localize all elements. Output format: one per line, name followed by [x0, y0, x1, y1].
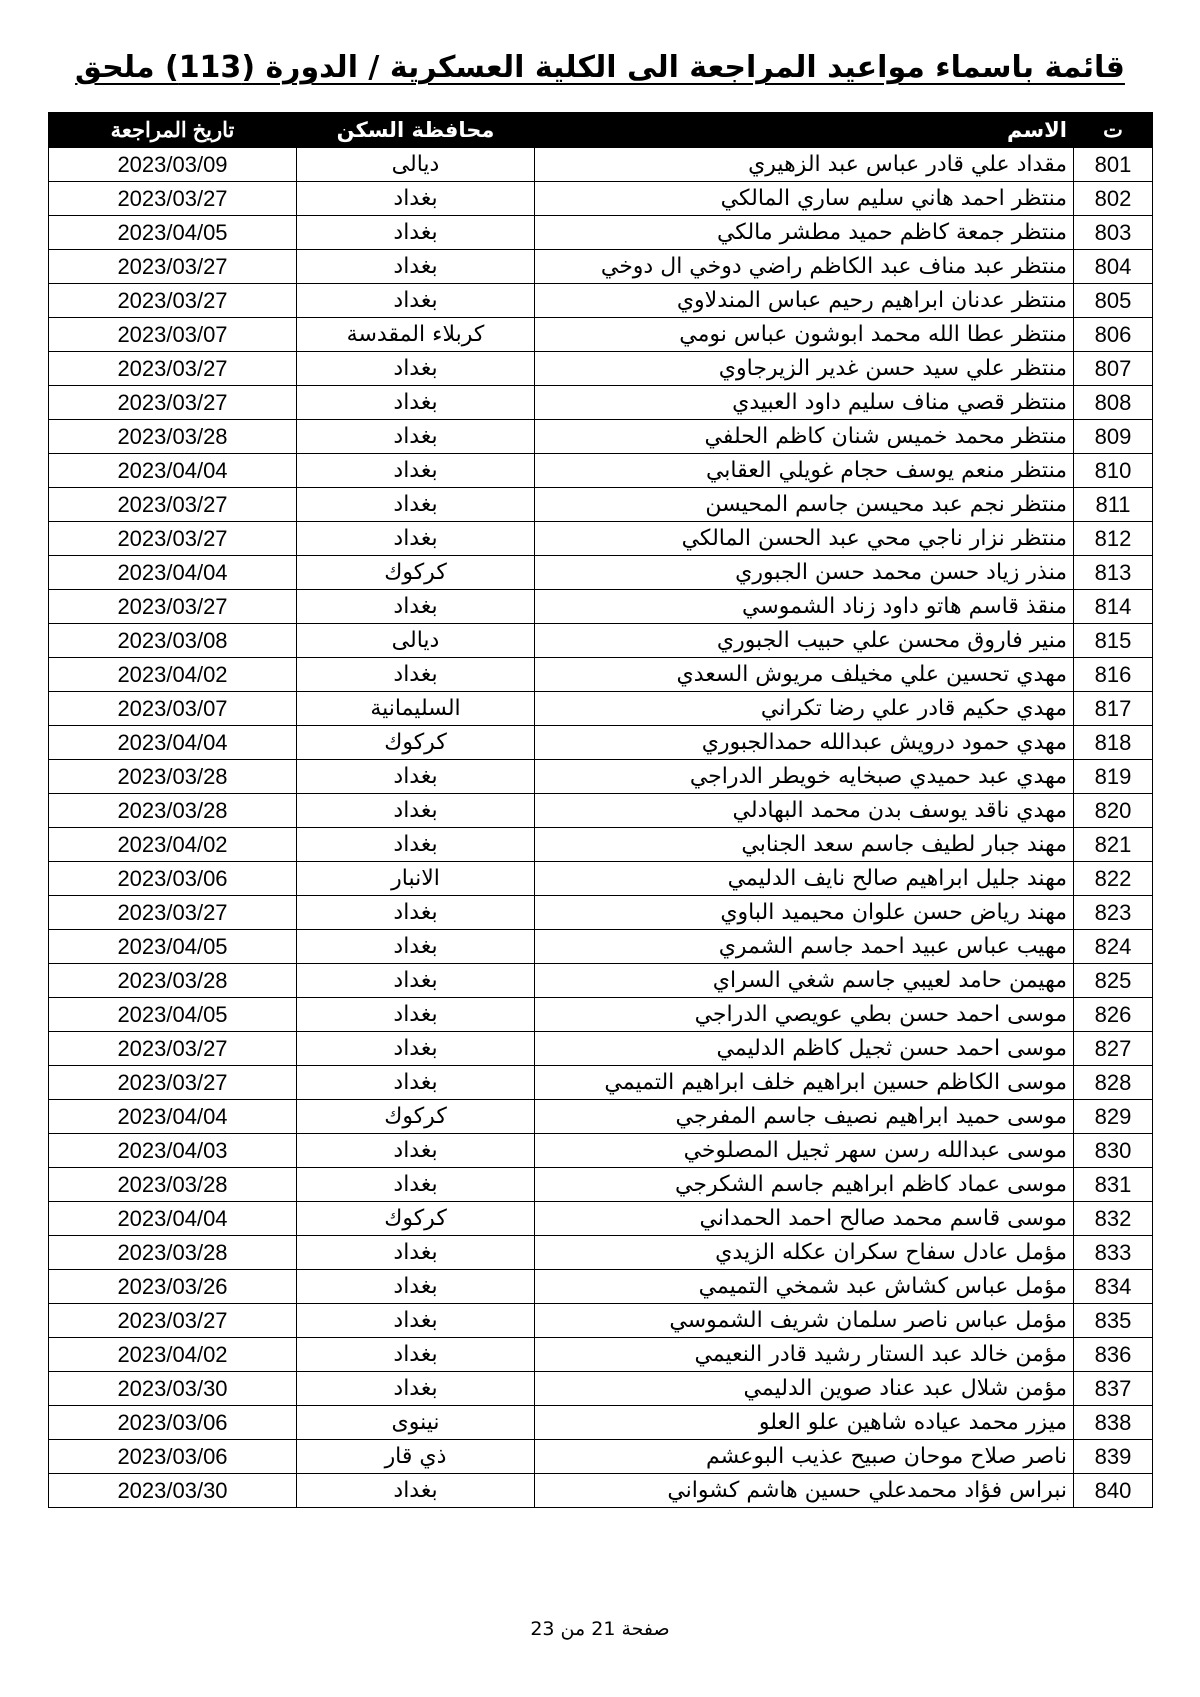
- row-province: كركوك: [297, 556, 535, 590]
- table-row: [49, 488, 1153, 522]
- row-province: بغداد: [297, 420, 535, 454]
- table-row: [49, 284, 1153, 318]
- table-body: [49, 148, 1153, 1508]
- page-title: [0, 50, 1200, 85]
- row-number: 812: [1074, 522, 1153, 556]
- row-province: ديالى: [297, 148, 535, 182]
- row-date: 2023/03/27: [49, 1304, 297, 1338]
- table-row: [49, 658, 1153, 692]
- row-name: مهدي عبد حميدي صبخايه خويطر الدراجي: [535, 760, 1074, 794]
- row-name: مهدي ناقد يوسف بدن محمد البهادلي: [535, 794, 1074, 828]
- row-date: 2023/03/28: [49, 1168, 297, 1202]
- row-number: 829: [1074, 1100, 1153, 1134]
- row-date: 2023/04/05: [49, 930, 297, 964]
- row-number: 802: [1074, 182, 1153, 216]
- row-date: 2023/03/27: [49, 522, 297, 556]
- row-province: ديالى: [297, 624, 535, 658]
- row-number: 815: [1074, 624, 1153, 658]
- header-province: محافظة السكن: [297, 113, 535, 148]
- row-date: 2023/03/27: [49, 182, 297, 216]
- header-date: تاريخ المراجعة: [49, 113, 297, 148]
- row-province: بغداد: [297, 1066, 535, 1100]
- table-row: [49, 862, 1153, 896]
- row-number: 820: [1074, 794, 1153, 828]
- row-province: بغداد: [297, 182, 535, 216]
- row-province: بغداد: [297, 930, 535, 964]
- row-name: منتظر محمد خميس شنان كاظم الحلفي: [535, 420, 1074, 454]
- row-date: 2023/03/27: [49, 386, 297, 420]
- row-date: 2023/03/28: [49, 420, 297, 454]
- row-name: منتظر علي سيد حسن غدير الزيرجاوي: [535, 352, 1074, 386]
- table-row: [49, 216, 1153, 250]
- table-row: [49, 1168, 1153, 1202]
- row-name: موسى احمد حسن ثجيل كاظم الدليمي: [535, 1032, 1074, 1066]
- row-number: 835: [1074, 1304, 1153, 1338]
- page-title-text: قائمة باسماء مواعيد المراجعة الى الكلية العسكرية / الدورة (113) ملحق: [75, 50, 1125, 85]
- header-no: ت: [1074, 113, 1153, 148]
- row-name: مهند رياض حسن علوان محيميد الباوي: [535, 896, 1074, 930]
- row-province: كركوك: [297, 726, 535, 760]
- row-number: 821: [1074, 828, 1153, 862]
- row-name: مؤمل عادل سفاح سكران عكله الزيدي: [535, 1236, 1074, 1270]
- row-number: 809: [1074, 420, 1153, 454]
- row-province: بغداد: [297, 590, 535, 624]
- row-name: ميزر محمد عياده شاهين علو العلو: [535, 1406, 1074, 1440]
- row-number: 804: [1074, 250, 1153, 284]
- row-province: كربلاء المقدسة: [297, 318, 535, 352]
- table-row: [49, 896, 1153, 930]
- row-name: ناصر صلاح موحان صبيح عذيب البوعشم: [535, 1440, 1074, 1474]
- table-row: [49, 318, 1153, 352]
- row-province: بغداد: [297, 352, 535, 386]
- row-province: السليمانية: [297, 692, 535, 726]
- row-name: منتظر قصي مناف سليم داود العبيدي: [535, 386, 1074, 420]
- row-province: بغداد: [297, 896, 535, 930]
- row-province: بغداد: [297, 658, 535, 692]
- row-name: منتظر نزار ناجي محي عبد الحسن المالكي: [535, 522, 1074, 556]
- row-province: بغداد: [297, 964, 535, 998]
- table-row: [49, 454, 1153, 488]
- row-number: 825: [1074, 964, 1153, 998]
- row-name: موسى عبدالله رسن سهر ثجيل المصلوخي: [535, 1134, 1074, 1168]
- row-date: 2023/03/28: [49, 794, 297, 828]
- table-row: [49, 624, 1153, 658]
- row-number: 819: [1074, 760, 1153, 794]
- row-number: 838: [1074, 1406, 1153, 1440]
- row-province: كركوك: [297, 1100, 535, 1134]
- table-row: [49, 1134, 1153, 1168]
- row-number: 833: [1074, 1236, 1153, 1270]
- row-number: 832: [1074, 1202, 1153, 1236]
- row-number: 813: [1074, 556, 1153, 590]
- table-row: [49, 1372, 1153, 1406]
- row-number: 803: [1074, 216, 1153, 250]
- table-row: [49, 760, 1153, 794]
- row-name: موسى عماد كاظم ابراهيم جاسم الشكرجي: [535, 1168, 1074, 1202]
- row-date: 2023/04/04: [49, 556, 297, 590]
- row-name: مهند جبار لطيف جاسم سعد الجنابي: [535, 828, 1074, 862]
- row-province: بغداد: [297, 1236, 535, 1270]
- table-row: [49, 352, 1153, 386]
- table-row: [49, 522, 1153, 556]
- row-number: 822: [1074, 862, 1153, 896]
- row-date: 2023/04/04: [49, 454, 297, 488]
- table-row: [49, 1270, 1153, 1304]
- row-name: مهيمن حامد لعيبي جاسم شغي السراي: [535, 964, 1074, 998]
- row-name: مهدي تحسين علي مخيلف مريوش السعدي: [535, 658, 1074, 692]
- row-name: مؤمن شلال عبد عناد صوين الدليمي: [535, 1372, 1074, 1406]
- row-name: مؤمل عباس ناصر سلمان شريف الشموسي: [535, 1304, 1074, 1338]
- row-province: بغداد: [297, 1032, 535, 1066]
- row-date: 2023/04/04: [49, 1100, 297, 1134]
- table-row: [49, 692, 1153, 726]
- table-row: [49, 182, 1153, 216]
- table-row: [49, 590, 1153, 624]
- row-number: 824: [1074, 930, 1153, 964]
- row-date: 2023/03/07: [49, 318, 297, 352]
- row-province: بغداد: [297, 216, 535, 250]
- row-province: بغداد: [297, 760, 535, 794]
- row-name: مقداد علي قادر عباس عبد الزهيري: [535, 148, 1074, 182]
- table-row: [49, 386, 1153, 420]
- row-number: 818: [1074, 726, 1153, 760]
- row-date: 2023/03/30: [49, 1372, 297, 1406]
- appointments-table: [48, 112, 1153, 1508]
- row-number: 817: [1074, 692, 1153, 726]
- row-name: نبراس فؤاد محمدعلي حسين هاشم كشواني: [535, 1474, 1074, 1508]
- row-number: 826: [1074, 998, 1153, 1032]
- table-row: [49, 1304, 1153, 1338]
- row-date: 2023/03/06: [49, 1440, 297, 1474]
- row-province: بغداد: [297, 794, 535, 828]
- table-row: [49, 1202, 1153, 1236]
- row-number: 830: [1074, 1134, 1153, 1168]
- row-province: بغداد: [297, 1168, 535, 1202]
- row-date: 2023/03/08: [49, 624, 297, 658]
- row-name: مهند جليل ابراهيم صالح نايف الدليمي: [535, 862, 1074, 896]
- row-number: 840: [1074, 1474, 1153, 1508]
- row-number: 814: [1074, 590, 1153, 624]
- row-date: 2023/03/28: [49, 760, 297, 794]
- table-row: [49, 726, 1153, 760]
- row-name: منتظر احمد هاني سليم ساري المالكي: [535, 182, 1074, 216]
- row-date: 2023/04/02: [49, 828, 297, 862]
- row-province: بغداد: [297, 488, 535, 522]
- row-date: 2023/04/03: [49, 1134, 297, 1168]
- row-province: بغداد: [297, 386, 535, 420]
- row-province: بغداد: [297, 522, 535, 556]
- row-name: منتظر عدنان ابراهيم رحيم عباس المندلاوي: [535, 284, 1074, 318]
- row-name: مهدي حمود درويش عبدالله حمدالجبوري: [535, 726, 1074, 760]
- row-date: 2023/03/09: [49, 148, 297, 182]
- row-number: 828: [1074, 1066, 1153, 1100]
- row-province: بغداد: [297, 1338, 535, 1372]
- row-province: بغداد: [297, 454, 535, 488]
- table-row: [49, 1100, 1153, 1134]
- row-name: موسى الكاظم حسين ابراهيم خلف ابراهيم التميمي: [535, 1066, 1074, 1100]
- row-date: 2023/04/04: [49, 726, 297, 760]
- row-number: 816: [1074, 658, 1153, 692]
- row-number: 834: [1074, 1270, 1153, 1304]
- row-date: 2023/03/27: [49, 896, 297, 930]
- row-province: بغداد: [297, 1372, 535, 1406]
- row-number: 805: [1074, 284, 1153, 318]
- row-date: 2023/03/27: [49, 1032, 297, 1066]
- table-row: [49, 556, 1153, 590]
- row-number: 807: [1074, 352, 1153, 386]
- row-date: 2023/03/27: [49, 488, 297, 522]
- row-name: منتظر منعم يوسف حجام غويلي العقابي: [535, 454, 1074, 488]
- table-row: [49, 828, 1153, 862]
- row-date: 2023/03/30: [49, 1474, 297, 1508]
- row-date: 2023/03/06: [49, 862, 297, 896]
- row-province: بغداد: [297, 1134, 535, 1168]
- row-name: منتظر جمعة كاظم حميد مطشر مالكي: [535, 216, 1074, 250]
- table-row: [49, 930, 1153, 964]
- row-date: 2023/03/28: [49, 964, 297, 998]
- table-row: [49, 1440, 1153, 1474]
- row-province: كركوك: [297, 1202, 535, 1236]
- table-row: [49, 964, 1153, 998]
- row-name: مؤمن خالد عبد الستار رشيد قادر النعيمي: [535, 1338, 1074, 1372]
- row-province: نينوى: [297, 1406, 535, 1440]
- row-date: 2023/04/02: [49, 658, 297, 692]
- row-province: بغداد: [297, 1270, 535, 1304]
- table-header: [49, 113, 1153, 148]
- row-date: 2023/03/27: [49, 352, 297, 386]
- row-number: 836: [1074, 1338, 1153, 1372]
- table-row: [49, 1338, 1153, 1372]
- row-province: بغداد: [297, 1304, 535, 1338]
- row-number: 839: [1074, 1440, 1153, 1474]
- table-row: [49, 250, 1153, 284]
- header-row: [49, 113, 1153, 148]
- row-date: 2023/03/27: [49, 284, 297, 318]
- row-province: الانبار: [297, 862, 535, 896]
- header-name: الاسم: [535, 113, 1074, 148]
- row-name: مهيب عباس عبيد احمد جاسم الشمري: [535, 930, 1074, 964]
- table-row: [49, 420, 1153, 454]
- row-number: 837: [1074, 1372, 1153, 1406]
- row-date: 2023/03/06: [49, 1406, 297, 1440]
- row-number: 827: [1074, 1032, 1153, 1066]
- table-row: [49, 794, 1153, 828]
- row-province: ذي قار: [297, 1440, 535, 1474]
- table-row: [49, 998, 1153, 1032]
- row-name: منير فاروق محسن علي حبيب الجبوري: [535, 624, 1074, 658]
- table-row: [49, 1236, 1153, 1270]
- page-number: صفحة 21 من 23: [530, 1618, 670, 1640]
- row-name: منتظر عطا الله محمد ابوشون عباس نومي: [535, 318, 1074, 352]
- row-number: 808: [1074, 386, 1153, 420]
- row-number: 831: [1074, 1168, 1153, 1202]
- row-number: 823: [1074, 896, 1153, 930]
- row-number: 806: [1074, 318, 1153, 352]
- table-row: [49, 1474, 1153, 1508]
- row-province: بغداد: [297, 998, 535, 1032]
- row-date: 2023/03/28: [49, 1236, 297, 1270]
- row-date: 2023/04/04: [49, 1202, 297, 1236]
- row-name: موسى احمد حسن بطي عويصي الدراجي: [535, 998, 1074, 1032]
- row-name: موسى حميد ابراهيم نصيف جاسم المفرجي: [535, 1100, 1074, 1134]
- row-number: 810: [1074, 454, 1153, 488]
- row-province: بغداد: [297, 828, 535, 862]
- row-date: 2023/03/26: [49, 1270, 297, 1304]
- row-date: 2023/03/07: [49, 692, 297, 726]
- row-number: 811: [1074, 488, 1153, 522]
- table-row: [49, 1066, 1153, 1100]
- row-number: 801: [1074, 148, 1153, 182]
- row-province: بغداد: [297, 250, 535, 284]
- row-province: بغداد: [297, 1474, 535, 1508]
- row-date: 2023/03/27: [49, 590, 297, 624]
- row-name: منقذ قاسم هاتو داود زناد الشموسي: [535, 590, 1074, 624]
- table-row: [49, 148, 1153, 182]
- row-name: موسى قاسم محمد صالح احمد الحمداني: [535, 1202, 1074, 1236]
- row-name: منتظر نجم عبد محيسن جاسم المحيسن: [535, 488, 1074, 522]
- row-name: منذر زياد حسن محمد حسن الجبوري: [535, 556, 1074, 590]
- table-row: [49, 1032, 1153, 1066]
- row-date: 2023/04/02: [49, 1338, 297, 1372]
- row-name: منتظر عبد مناف عبد الكاظم راضي دوخي ال دوخي: [535, 250, 1074, 284]
- row-date: 2023/04/05: [49, 998, 297, 1032]
- row-province: بغداد: [297, 284, 535, 318]
- row-date: 2023/03/27: [49, 250, 297, 284]
- row-name: مهدي حكيم قادر علي رضا تكراني: [535, 692, 1074, 726]
- table-row: [49, 1406, 1153, 1440]
- row-date: 2023/03/27: [49, 1066, 297, 1100]
- row-name: مؤمل عباس كشاش عبد شمخي التميمي: [535, 1270, 1074, 1304]
- row-date: 2023/04/05: [49, 216, 297, 250]
